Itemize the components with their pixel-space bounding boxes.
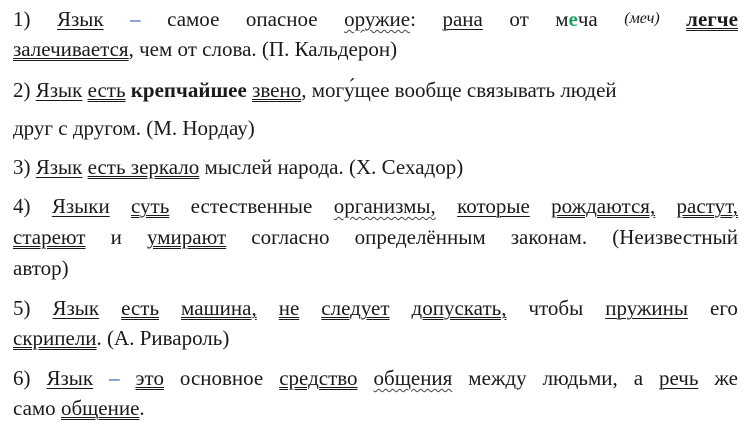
quote-5-predicate-sleduet: следует: [321, 296, 390, 320]
quote-4-word-stareyut: стареют: [13, 225, 86, 249]
quote-6-word: же: [714, 366, 738, 390]
quote-2-subject: Язык: [35, 78, 83, 102]
quote-4-line-2: [13, 225, 738, 249]
quote-5-line-2: [13, 326, 738, 350]
quote-4-word: согласно: [251, 225, 330, 249]
quote-2-line-1: [13, 78, 738, 102]
quote-4-word: законам.: [510, 225, 588, 249]
quote-6-word: между: [468, 366, 527, 390]
quote-5-predicate-est: есть: [121, 296, 160, 320]
quote-2-predicate: есть: [87, 78, 126, 102]
quote-5-predicate-ne: не: [278, 296, 300, 320]
quote-6-dash: –: [109, 366, 120, 390]
quote-5-subject: Язык: [52, 296, 100, 320]
quote-5-predicate-dopuskat: допускать,: [411, 296, 507, 320]
quote-6-word-obshchenie: общение: [60, 396, 140, 420]
quote-4-predicate: суть: [131, 194, 170, 218]
quote-1-predicate-verb: залечивается: [13, 37, 129, 61]
quote-1-tail: , чем от слова. (П. Кальдерон): [128, 37, 398, 61]
quote-4-number: 4): [13, 194, 31, 218]
quote-1-word: самое: [167, 7, 220, 31]
quote-3-subject: Язык: [35, 155, 83, 179]
quote-5-word-skripeli: скрипели: [13, 326, 97, 350]
quote-6-word: людьми,: [542, 366, 618, 390]
quote-1-number: 1): [13, 7, 31, 31]
quote-4-subject: Языки: [51, 194, 110, 218]
quote-1-predicate-noun: оружие: [344, 7, 411, 31]
quote-1-word: от: [509, 7, 529, 31]
quote-4-line-3: [13, 256, 738, 280]
quote-5-word: его: [710, 296, 738, 320]
quote-1-mech: [555, 7, 598, 31]
quote-5-line-1: [13, 296, 738, 320]
quote-1-object-group: [344, 7, 416, 31]
quote-4-word-rastut: растут,: [676, 194, 738, 218]
quote-4-word-organizmy: организмы,: [333, 194, 436, 218]
quote-4-word: и: [110, 225, 122, 249]
quote-1-word: опасное: [245, 7, 318, 31]
quote-1-predicate-adj: легче: [686, 7, 738, 31]
quote-3-predicate: есть зеркало: [87, 155, 200, 179]
quote-6-subject: Язык: [46, 366, 94, 390]
quote-2-line-2: [13, 116, 738, 140]
quote-6-word-rech: речь: [658, 366, 699, 390]
quote-1-note: (меч): [624, 10, 660, 27]
quote-1-mech-stress: е: [568, 7, 578, 31]
quote-6-line-1: [13, 366, 738, 390]
quote-1-dash: –: [130, 7, 141, 31]
quote-3-tail: мыслей народа. (Х. Сехадор): [204, 155, 464, 179]
quote-4-word-rozhdayutsya: рождаются,: [551, 194, 656, 218]
quote-2-tail: , могу́щее вообще связывать людей: [301, 78, 617, 102]
quote-1-line-2: [13, 37, 738, 61]
quote-6-word: основное: [179, 366, 264, 390]
quote-6-period: .: [139, 396, 145, 420]
quote-4-word: естественные: [190, 194, 313, 218]
quote-4-word-umirayut: умирают: [147, 225, 227, 249]
quote-5-word: чтобы: [528, 296, 584, 320]
quote-2-continuation: друг с другом. (М. Нордау): [13, 116, 255, 140]
quote-6-word: а: [633, 366, 644, 390]
quote-3-number: 3): [13, 155, 31, 179]
quote-1-subject-2: рана: [442, 7, 483, 31]
quote-4-author: автор): [13, 256, 69, 280]
quote-5-author: . (А. Ривароль): [96, 326, 230, 350]
quote-2-number: 2): [13, 78, 31, 102]
quote-3-line-1: [13, 155, 738, 179]
quote-1-colon: :: [410, 7, 416, 31]
quote-4-word: (Неизвестный: [612, 225, 738, 249]
quote-4-word-kotorye: которые: [457, 194, 530, 218]
quote-5-predicate-mashina: машина,: [181, 296, 257, 320]
quote-4-word: определённым: [354, 225, 486, 249]
quote-1-line-1: [13, 7, 738, 31]
quote-1-mech-m: м: [555, 7, 569, 31]
quote-2-bold-word: крепчайшее: [130, 78, 247, 102]
quote-1-mech-cha: ча: [577, 7, 598, 31]
quote-1-subject: Язык: [57, 7, 104, 31]
quote-4-line-1: [13, 194, 738, 218]
quote-5-word-pruzhiny: пружины: [605, 296, 689, 320]
quote-6-line-2: [13, 396, 738, 420]
quote-6-word-obshcheniya: общения: [373, 366, 453, 390]
quote-6-word-sredstvo: средство: [279, 366, 358, 390]
quote-6-word-samo: само: [13, 396, 56, 420]
quote-5-number: 5): [13, 296, 31, 320]
quote-6-word-eto: это: [135, 366, 164, 390]
quote-2-zveno: звено: [252, 78, 302, 102]
quote-6-number: 6): [13, 366, 31, 390]
